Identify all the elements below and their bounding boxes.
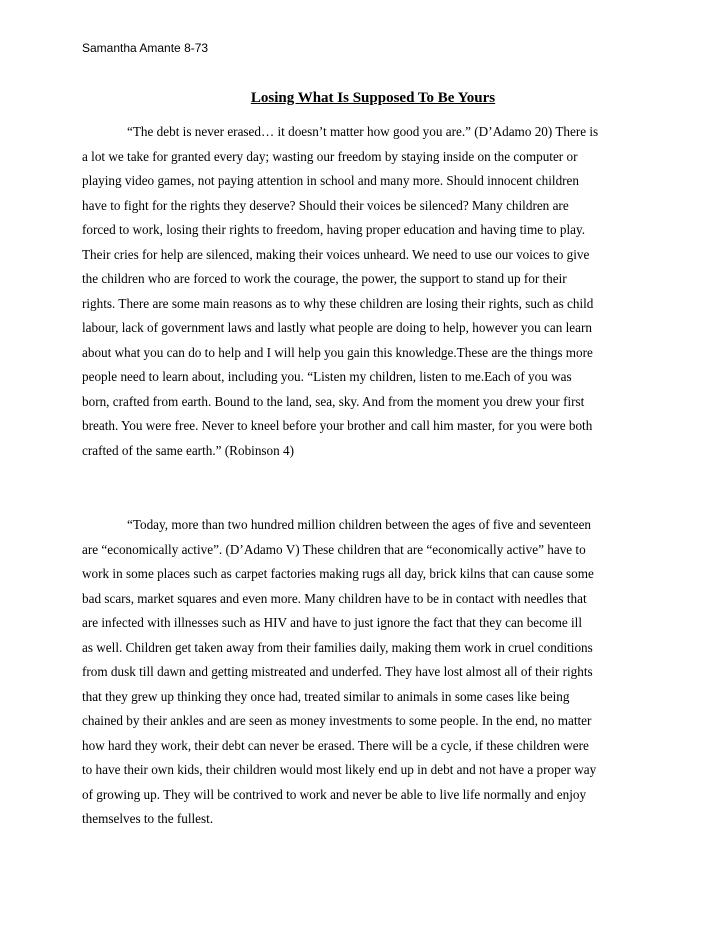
paragraph-line: “The debt is never erased… it doesn’t matter how good you are.” (D’Adamo 20) There is [127,124,599,139]
paragraph-line: from dusk till dawn and getting mistreated and underfed. They have lost almost all of their rights [82,664,593,679]
paragraph-line: themselves to the fullest. [82,811,214,826]
paragraph-line: about what you can do to help and I will help you gain this knowledge.These are the things more [82,344,593,360]
paragraph-line: born, crafted from earth. Bound to the land, sea, sky. And from the moment you drew your first [82,393,585,409]
paragraph-line: “Today, more than two hundred million children between the ages of five and seventeen [127,517,592,532]
paragraph-line: a lot we take for granted every day; wasting our freedom by staying inside on the computer or [82,148,578,164]
paragraph-line: rights. There are some main reasons as to why these children are losing their rights, such as child [82,295,594,311]
paragraph-line: labour, lack of government laws and lastly what people are doing to help, however you can learn [82,320,592,335]
paragraph-line: playing video games, not paying attention in school and many more. Should innocent children [82,173,579,188]
paragraph-line: work in some places such as carpet factories making rugs all day, brick kilns that can cause some [82,566,594,581]
paragraph-line: are “economically active”. (D’Adamo V) These children that are “economically active” have to [82,541,586,557]
paragraph-line: Their cries for help are silenced, making their voices unheard. We need to use our voices to give [82,246,590,262]
paragraph-line: chained by their ankles and are seen as money investments to some people. In the end, no matter [82,713,592,728]
paragraph-line: are infected with illnesses such as HIV and have to just ignore the fact that they can become ill [82,615,582,630]
paragraph-1 [82,120,682,463]
paragraph-line: that they grew up thinking they once had, treated similar to animals in some cases like being [82,688,570,704]
paragraph-line: to have their own kids, their children would most likely end up in debt and not have a proper way [82,762,597,777]
paragraph-line: of growing up. They will be contrived to work and never be able to live life normally and enjoy [82,786,587,802]
paragraph-line: how hard they work, their debt can never be erased. There will be a cycle, if these children were [82,737,589,753]
paragraph-line: crafted of the same earth.” (Robinson 4) [82,442,295,458]
paragraph-line: bad scars, market squares and even more. Many children have to be in contact with needles that [82,590,587,606]
paragraph-line: breath. You were free. Never to kneel before your brother and call him master, for you were both [82,418,593,433]
paragraph-line: have to fight for the rights they deserve? Should their voices be silenced? Many children are [82,197,569,213]
paragraph-line: as well. Children get taken away from their families daily, making them work in cruel conditions [82,639,593,655]
paragraph-line: people need to learn about, including you. “Listen my children, listen to me.Each of you was [82,369,572,384]
paragraph-2 [82,513,682,832]
paragraph-line: the children who are forced to work the courage, the power, the support to stand up for their [82,271,567,286]
page-header: Samantha Amante 8-73 [82,41,209,55]
document-title: Losing What Is Supposed To Be Yours [250,90,496,106]
paragraph-line: forced to work, losing their rights to freedom, having proper education and having time to play. [82,222,586,237]
